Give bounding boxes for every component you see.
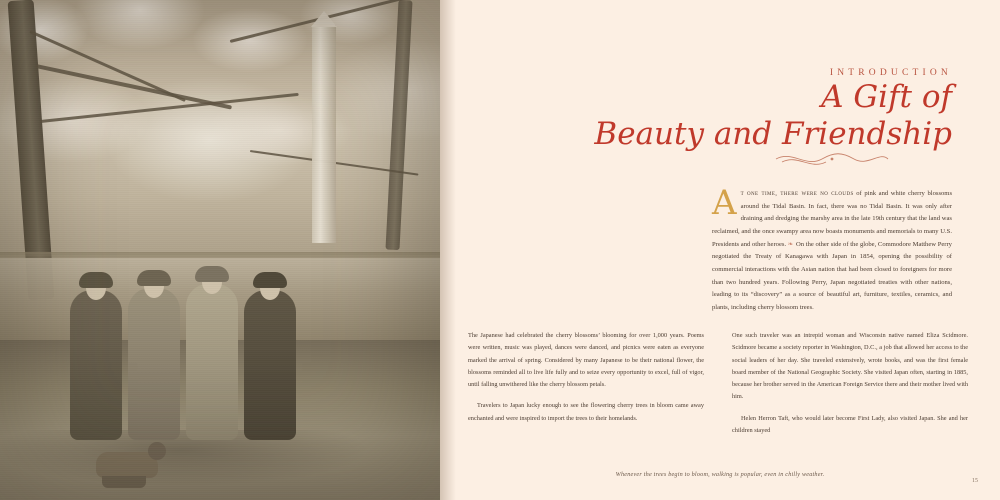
photo-caption: Whenever the trees begin to bloom, walking is popular, even in chilly weather. — [615, 471, 825, 478]
paragraph: Travelers to Japan lucky enough to see the flowering cherry trees in bloom came away enchanted and were inspired to import the trees to their homelands. — [468, 402, 704, 422]
drop-cap: A — [712, 183, 737, 223]
body-column-right — [732, 330, 968, 446]
lead-smallcaps: t one time, there were no clouds — [740, 190, 854, 197]
paragraph: The Japanese had celebrated the cherry blossoms’ blooming for over 1,000 years. Poems were written, music was played, dances were danced, and picnics were eaten as everyone marked the arrival of spring. Considered by many Japanese to be their national flower, the blossoms reminded all to live life fully and to seize every opportunity to excel, full of vigor, until falling unwithered like the cherry blossom petals. — [468, 332, 704, 389]
body-column-left — [468, 330, 704, 446]
page-title-line-2: Beauty and Friendship — [594, 115, 952, 152]
page-number: 15 — [972, 478, 978, 484]
page-title — [594, 80, 952, 151]
coat — [128, 288, 180, 440]
cloche-hat — [79, 272, 113, 288]
coat — [244, 290, 296, 440]
washington-monument — [312, 25, 336, 243]
cloche-hat — [253, 272, 287, 288]
cloche-hat — [195, 266, 229, 282]
dog — [96, 452, 158, 478]
left-photo-page — [0, 0, 440, 500]
cherry-blossom-canopy — [0, 0, 440, 270]
paragraph: One such traveler was an intrepid woman and Wisconsin native named Eliza Scidmore. Scidmore became a society reporter in Washington, D.C., a job that allowed her access to the social leaders of her day. She traveled extensively, wrote books, and was the first female board member of the National Geographic Society. She visited Japan often, starting in 1885, because her brother served in the American Foreign Service there and their mother lived with him. — [732, 332, 968, 401]
right-text-page — [440, 0, 1000, 500]
cloche-hat — [137, 270, 171, 286]
coat — [186, 284, 238, 440]
lead-text-2: On the other side of the globe, Commodore Matthew Perry negotiated the Treaty of Kanagawa with Japan in 1854, opening the possibility of commercial interactions with the Asian nation that had been closed to foreigners for more than two hundred years. Following Perry, Japan negotiated treaties with other nations, leading to its “discovery” as a source of beautiful art, furniture, textiles, ceramics, and plants, including cherry blossom trees. — [712, 240, 952, 311]
lead-text-1: of pink and white cherry blossoms around the Tidal Basin. In fact, there was no Tidal Basin. It was only after draining and dredging the marshy area in the late 19th century that the land was reclaimed, and the once swampy area now boasts monuments and memorials to many U.S. Presidents and other heroes. — [712, 190, 953, 248]
path-shadow — [0, 430, 440, 500]
paragraph: Helen Herron Taft, who would later become First Lady, also visited Japan. She and her children stayed — [732, 414, 968, 434]
page-title-line-1: A Gift of — [821, 79, 952, 115]
body-columns — [468, 330, 968, 446]
coat — [70, 290, 122, 440]
ornamental-flourish-icon — [772, 148, 892, 170]
lead-paragraph — [712, 183, 953, 315]
paragraph-ornament-icon: ❧ — [787, 240, 795, 248]
section-eyebrow: INTRODUCTION — [829, 68, 952, 78]
